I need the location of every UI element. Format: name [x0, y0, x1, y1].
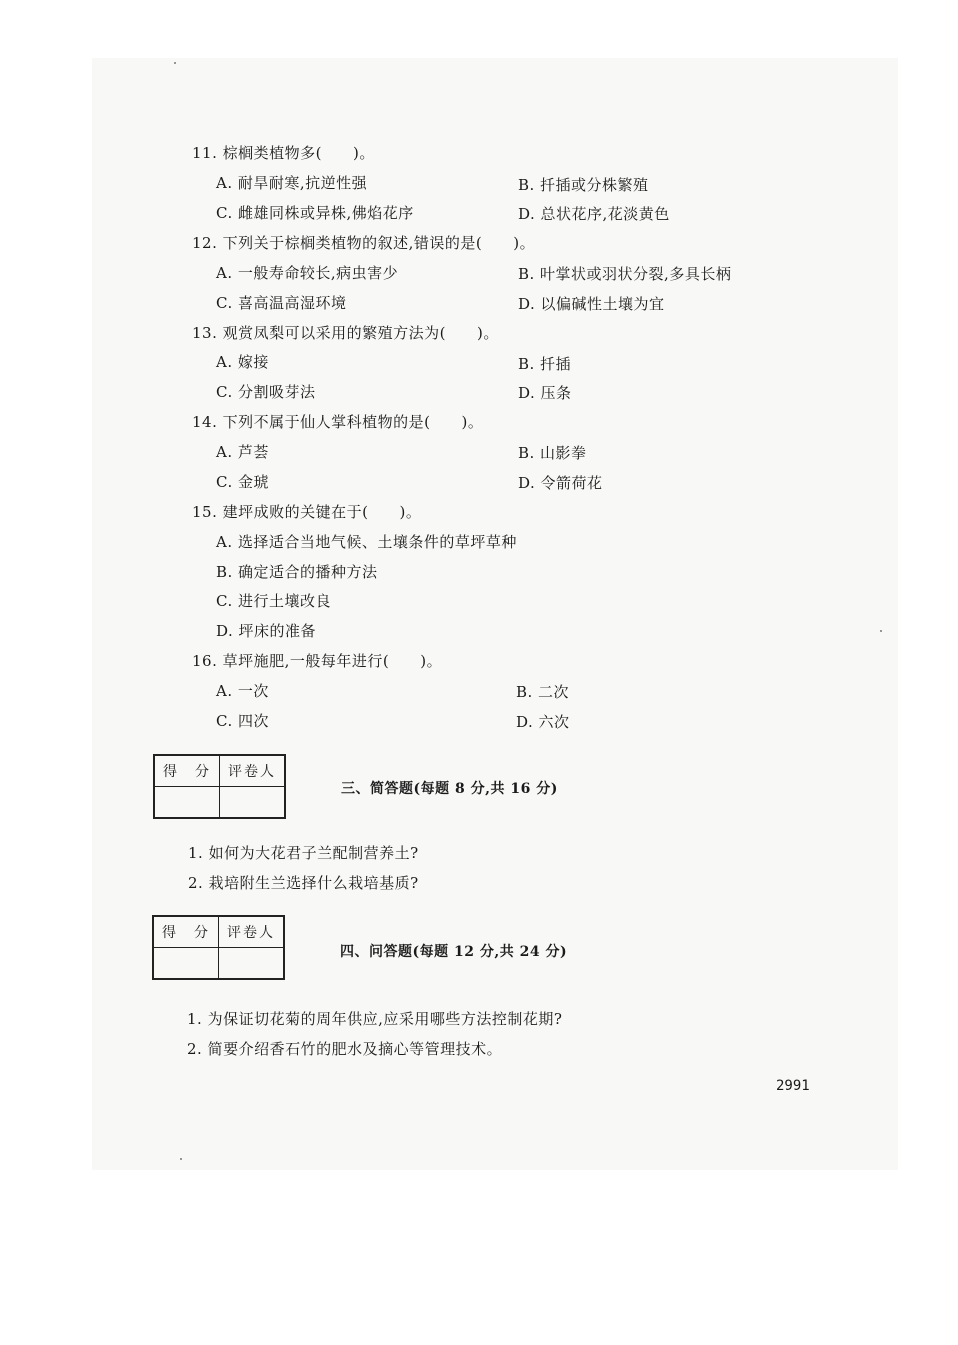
section-3-question-1: 1. 如何为大花君子兰配制营养土? [188, 844, 419, 862]
question-13-option-a: A. 嫁接 [216, 353, 269, 371]
grader-label: 评卷人 [220, 755, 286, 787]
question-14-option-a: A. 芦荟 [216, 443, 269, 461]
score-box-section-3 [153, 754, 286, 819]
question-14-option-d: D. 令箭荷花 [518, 474, 603, 492]
question-12-option-b: B. 叶掌状或羽状分裂,多具长柄 [518, 265, 732, 283]
score-label: 得 分 [153, 916, 219, 948]
section-4-question-2: 2. 简要介绍香石竹的肥水及摘心等管理技术。 [187, 1040, 503, 1058]
question-15-stem: 15. 建坪成败的关键在于( )。 [192, 503, 422, 521]
scanned-page [92, 58, 898, 1170]
question-11-stem: 11. 棕榈类植物多( )。 [192, 144, 375, 162]
question-14-stem: 14. 下列不属于仙人掌科植物的是( )。 [192, 413, 484, 431]
question-12-option-c: C. 喜高温高湿环境 [216, 294, 347, 312]
question-16-option-c: C. 四次 [216, 712, 269, 730]
question-14-option-b: B. 山影拳 [518, 444, 587, 462]
question-15-option-b: B. 确定适合的播种方法 [216, 563, 378, 581]
grader-label: 评卷人 [219, 916, 285, 948]
section-4-question-1: 1. 为保证切花菊的周年供应,应采用哪些方法控制花期? [187, 1010, 563, 1028]
question-15-option-d: D. 坪床的准备 [216, 622, 317, 640]
question-11-option-c: C. 雌雄同株或异株,佛焰花序 [216, 204, 414, 222]
question-16-option-a: A. 一次 [216, 682, 269, 700]
question-12-stem: 12. 下列关于棕榈类植物的叙述,错误的是( )。 [192, 234, 536, 252]
question-15-option-a: A. 选择适合当地气候、土壤条件的草坪草种 [216, 533, 517, 551]
section-4-title: 四、问答题(每题 12 分,共 24 分) [340, 944, 568, 960]
question-13-stem: 13. 观赏凤梨可以采用的繁殖方法为( )。 [192, 324, 499, 342]
question-13-option-d: D. 压条 [518, 384, 572, 402]
page-number: 2991 [776, 1078, 810, 1094]
question-15-option-c: C. 进行土壤改良 [216, 592, 331, 610]
question-12-option-a: A. 一般寿命较长,病虫害少 [216, 264, 399, 282]
grader-cell [219, 948, 285, 980]
question-13-option-c: C. 分割吸芽法 [216, 383, 316, 401]
section-3-question-2: 2. 栽培附生兰选择什么栽培基质? [188, 874, 419, 892]
grader-cell [220, 787, 286, 819]
score-label: 得 分 [154, 755, 220, 787]
question-11-option-d: D. 总状花序,花淡黄色 [518, 205, 670, 223]
question-14-option-c: C. 金琥 [216, 473, 269, 491]
question-12-option-d: D. 以偏碱性土壤为宜 [518, 295, 665, 313]
score-box-section-4 [152, 915, 285, 980]
section-3-title: 三、简答题(每题 8 分,共 16 分) [341, 781, 558, 797]
scan-speck [180, 1158, 182, 1160]
question-11-option-b: B. 扦插或分株繁殖 [518, 176, 649, 194]
scan-speck [880, 630, 882, 632]
question-16-option-b: B. 二次 [516, 683, 570, 701]
question-16-stem: 16. 草坪施肥,一般每年进行( )。 [192, 652, 443, 670]
score-cell [154, 787, 220, 819]
question-13-option-b: B. 扦插 [518, 355, 572, 373]
question-16-option-d: D. 六次 [516, 713, 570, 731]
question-11-option-a: A. 耐旱耐寒,抗逆性强 [216, 174, 368, 192]
scan-speck [174, 62, 176, 64]
score-cell [153, 948, 219, 980]
